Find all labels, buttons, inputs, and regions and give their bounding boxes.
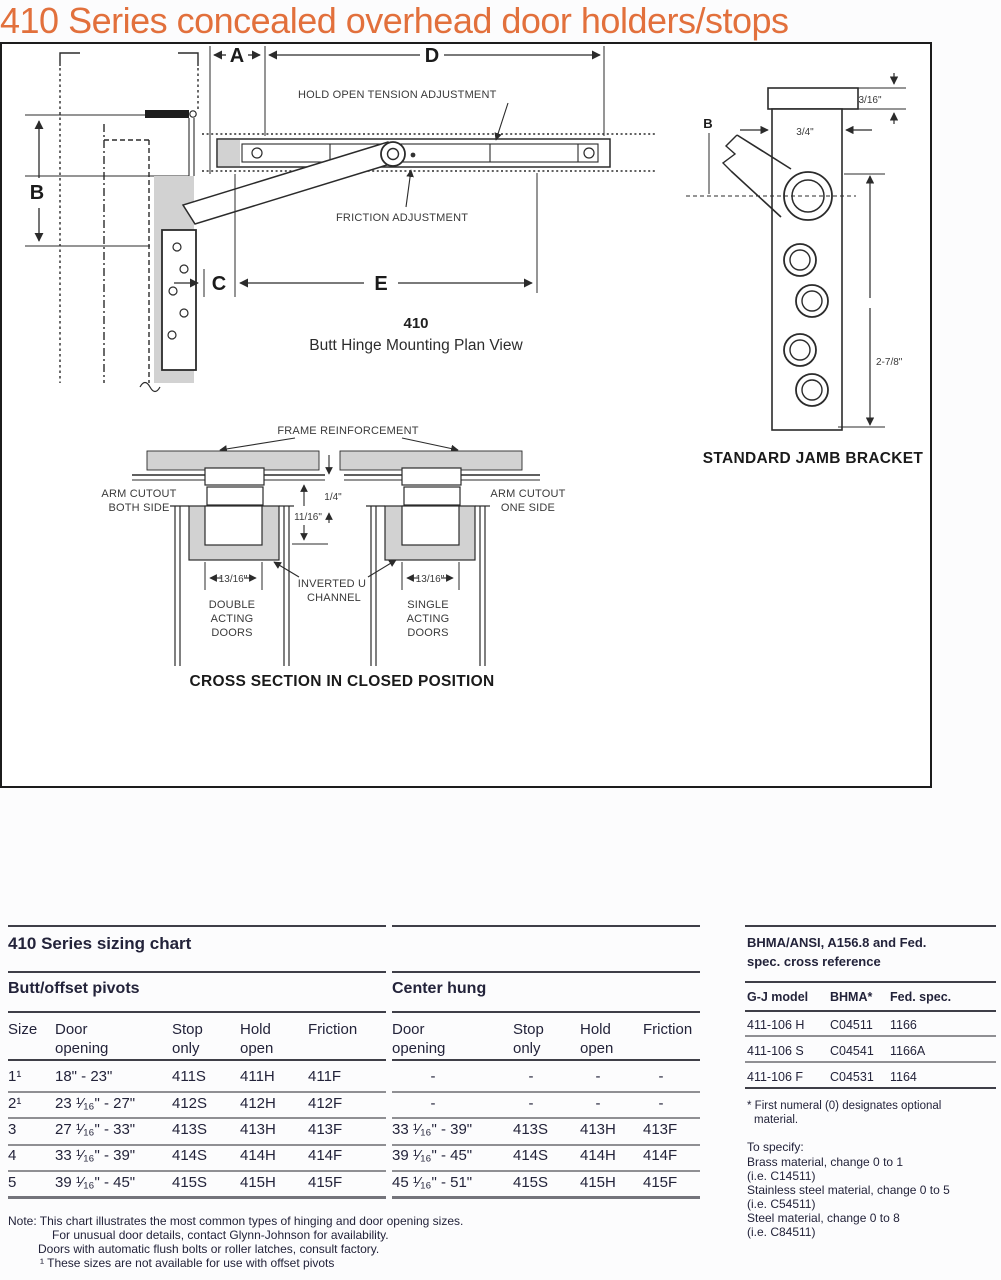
hold-open-tension-label: HOLD OPEN TENSION ADJUSTMENT — [298, 89, 497, 101]
stop-cell: - — [528, 1068, 534, 1085]
inverted-u-label-2: CHANNEL — [307, 592, 361, 604]
to-specify-line: Brass material, change 0 to 1 — [747, 1155, 904, 1169]
dim-label-e: E — [374, 273, 388, 295]
hold-cell: 411H — [240, 1068, 275, 1085]
sizing-chart-title: 410 Series sizing chart — [8, 934, 192, 953]
hold-cell: 415H — [580, 1174, 616, 1191]
opening-cell: 18" - 23" — [55, 1068, 113, 1085]
chart-note: Doors with automatic flush bolts or roller latches, consult factory. — [38, 1242, 380, 1256]
cross-reference-footnote: * First numeral (0) designates optional material. — [747, 1100, 942, 1126]
fed-cell: 1166 — [890, 1018, 917, 1032]
size-cell: 1¹ — [8, 1068, 22, 1085]
divider — [745, 925, 996, 927]
opening-cell: 39 ¹⁄₁₆" - 45" — [55, 1174, 136, 1191]
divider — [8, 1011, 386, 1013]
chart-note: ¹ These sizes are not available for use with offset pivots — [40, 1256, 335, 1270]
hold-cell: 413H — [240, 1121, 276, 1138]
to-specify-line: (i.e. C84511) — [747, 1225, 816, 1239]
stop-cell: 413S — [172, 1121, 208, 1138]
col-header-fed-spec: Fed. spec. — [890, 990, 952, 1004]
dim-thirteen-sixteenths-left: 13/16" — [218, 574, 248, 585]
dim-quarter-inch: 1/4" — [324, 492, 342, 503]
stop-cell: 412S — [172, 1095, 208, 1112]
size-cell: 4 — [8, 1147, 17, 1164]
stop-cell: 414S — [513, 1147, 549, 1164]
row-divider — [8, 1117, 386, 1119]
hold-cell: 412H — [240, 1095, 276, 1112]
friction-cell: 415F — [643, 1174, 678, 1191]
opening-cell: 23 ¹⁄₁₆" - 27" — [55, 1095, 136, 1112]
inverted-u-label: INVERTED U — [297, 578, 367, 590]
divider — [392, 1011, 700, 1013]
model-cell: 411-106 F — [747, 1070, 804, 1084]
dim-label-d: D — [424, 45, 440, 67]
col-header-stop-only: Stop only — [172, 1021, 203, 1057]
row-divider — [745, 1061, 996, 1063]
divider — [392, 925, 700, 927]
friction-cell: 413F — [308, 1121, 343, 1138]
technical-diagram-box — [0, 42, 932, 788]
divider — [8, 925, 386, 927]
row-divider — [8, 1170, 386, 1172]
stop-cell: 415S — [513, 1174, 549, 1191]
friction-cell: 412F — [308, 1095, 343, 1112]
dim-label-c: C — [211, 273, 227, 295]
dim-eleven-sixteenths: 11/16" — [294, 512, 322, 523]
divider — [392, 971, 700, 973]
row-divider — [745, 1035, 996, 1037]
cross-reference-title: BHMA/ANSI, A156.8 and Fed. spec. cross reference — [747, 935, 927, 969]
bhma-cell: C04531 — [830, 1070, 874, 1084]
jamb-caption: STANDARD JAMB BRACKET — [702, 450, 924, 467]
cross-section-caption: CROSS SECTION IN CLOSED POSITION — [189, 673, 495, 690]
model-cell: 411-106 H — [747, 1018, 805, 1032]
friction-cell: 413F — [643, 1121, 678, 1138]
plan-model-number: 410 — [403, 315, 429, 332]
to-specify-line: To specify: — [747, 1140, 804, 1154]
friction-cell: 411F — [308, 1068, 342, 1085]
jamb-dim-34: 3/4" — [796, 127, 814, 138]
friction-cell: 414F — [308, 1147, 343, 1164]
stop-cell: 411S — [172, 1068, 206, 1085]
hold-cell: 414H — [240, 1147, 276, 1164]
double-acting-label: DOUBLE — [208, 599, 256, 611]
opening-cell: - — [430, 1068, 436, 1085]
divider — [745, 981, 996, 983]
col-header-stop-only: Stop only — [513, 1021, 544, 1057]
model-cell: 411-106 S — [747, 1044, 804, 1058]
col-header-friction: Friction — [643, 1021, 693, 1038]
to-specify-line: Stainless steel material, change 0 to 5 — [747, 1183, 950, 1197]
arm-cutout-one-label: ARM CUTOUT — [490, 488, 566, 500]
single-acting-label-2: ACTING — [406, 613, 450, 625]
bhma-cell: C04511 — [830, 1018, 873, 1032]
fed-cell: 1164 — [890, 1070, 917, 1084]
plan-caption: Butt Hinge Mounting Plan View — [309, 337, 523, 354]
page-title: 410 Series concealed overhead door holders/stops — [0, 0, 789, 41]
divider — [392, 1059, 700, 1061]
opening-cell: 27 ¹⁄₁₆" - 33" — [55, 1121, 136, 1138]
hold-cell: 415H — [240, 1174, 276, 1191]
friction-cell: - — [658, 1068, 664, 1085]
row-divider — [8, 1144, 386, 1146]
friction-cell: - — [658, 1095, 664, 1112]
dim-label-b: B — [29, 182, 45, 204]
col-header-door-opening: Door opening — [55, 1021, 109, 1057]
fed-cell: 1166A — [890, 1044, 926, 1058]
bhma-cell: C04541 — [830, 1044, 874, 1058]
dim-thirteen-sixteenths-right: 13/16" — [415, 574, 445, 585]
butt-offset-heading: Butt/offset pivots — [8, 980, 140, 997]
col-header-door-opening: Door opening — [392, 1021, 446, 1057]
arm-cutout-both-label: ARM CUTOUT — [101, 488, 177, 500]
to-specify-line: Steel material, change 0 to 8 — [747, 1211, 900, 1225]
divider — [8, 971, 386, 973]
col-header-hold-open: Hold open — [240, 1021, 274, 1057]
jamb-dim-label-b: B — [703, 116, 713, 131]
size-cell: 2¹ — [8, 1095, 22, 1112]
arm-cutout-one-label-2: ONE SIDE — [500, 502, 556, 514]
to-specify-line: (i.e. C54511) — [747, 1197, 816, 1211]
row-divider — [392, 1144, 700, 1146]
stop-cell: 414S — [172, 1147, 208, 1164]
size-cell: 5 — [8, 1174, 17, 1191]
friction-cell: 415F — [308, 1174, 343, 1191]
stop-cell: 415S — [172, 1174, 208, 1191]
dim-label-a: A — [229, 45, 245, 67]
double-acting-label-2: ACTING — [210, 613, 254, 625]
row-divider — [392, 1091, 700, 1093]
friction-adjustment-label: FRICTION ADJUSTMENT — [336, 212, 469, 224]
center-hung-heading: Center hung — [392, 980, 487, 997]
frame-reinforcement-label: FRAME REINFORCEMENT — [277, 425, 419, 437]
hold-cell: - — [595, 1068, 601, 1085]
friction-cell: 414F — [643, 1147, 678, 1164]
jamb-dim-278: 2-7/8" — [876, 357, 903, 368]
single-acting-label-3: DOORS — [407, 627, 449, 639]
divider — [745, 1010, 996, 1012]
arm-cutout-both-label-2: BOTH SIDE — [108, 502, 170, 514]
hold-cell: 413H — [580, 1121, 616, 1138]
table-bottom-border — [8, 1196, 386, 1199]
hold-cell: - — [595, 1095, 601, 1112]
chart-note: Note: This chart illustrates the most common types of hinging and door opening sizes. — [8, 1214, 464, 1228]
col-header-hold-open: Hold open — [580, 1021, 614, 1057]
double-acting-label-3: DOORS — [211, 627, 253, 639]
row-divider — [8, 1091, 386, 1093]
cross-section-drawing — [132, 438, 540, 666]
opening-cell: 45 ¹⁄₁₆" - 51" — [392, 1174, 473, 1191]
col-header-friction: Friction — [308, 1021, 358, 1038]
opening-cell: - — [430, 1095, 436, 1112]
opening-cell: 33 ¹⁄₁₆" - 39" — [55, 1147, 136, 1164]
table-bottom-border — [392, 1196, 700, 1199]
to-specify-line: (i.e. C14511) — [747, 1169, 816, 1183]
opening-cell: 33 ¹⁄₁₆" - 39" — [392, 1121, 473, 1138]
size-cell: 3 — [8, 1121, 17, 1138]
table-bottom-border — [745, 1087, 996, 1089]
jamb-dim-316: 3/16" — [858, 95, 882, 106]
row-divider — [392, 1117, 700, 1119]
opening-cell: 39 ¹⁄₁₆" - 45" — [392, 1147, 473, 1164]
col-header-gj-model: G-J model — [747, 990, 809, 1004]
stop-cell: 413S — [513, 1121, 549, 1138]
chart-note: For unusual door details, contact Glynn-Johnson for availability. — [52, 1228, 389, 1242]
col-header-bhma: BHMA* — [830, 990, 873, 1004]
divider — [8, 1059, 386, 1061]
hold-cell: 414H — [580, 1147, 616, 1164]
stop-cell: - — [528, 1095, 534, 1112]
row-divider — [392, 1170, 700, 1172]
single-acting-label: SINGLE — [407, 599, 449, 611]
col-header-size: Size — [8, 1021, 38, 1038]
